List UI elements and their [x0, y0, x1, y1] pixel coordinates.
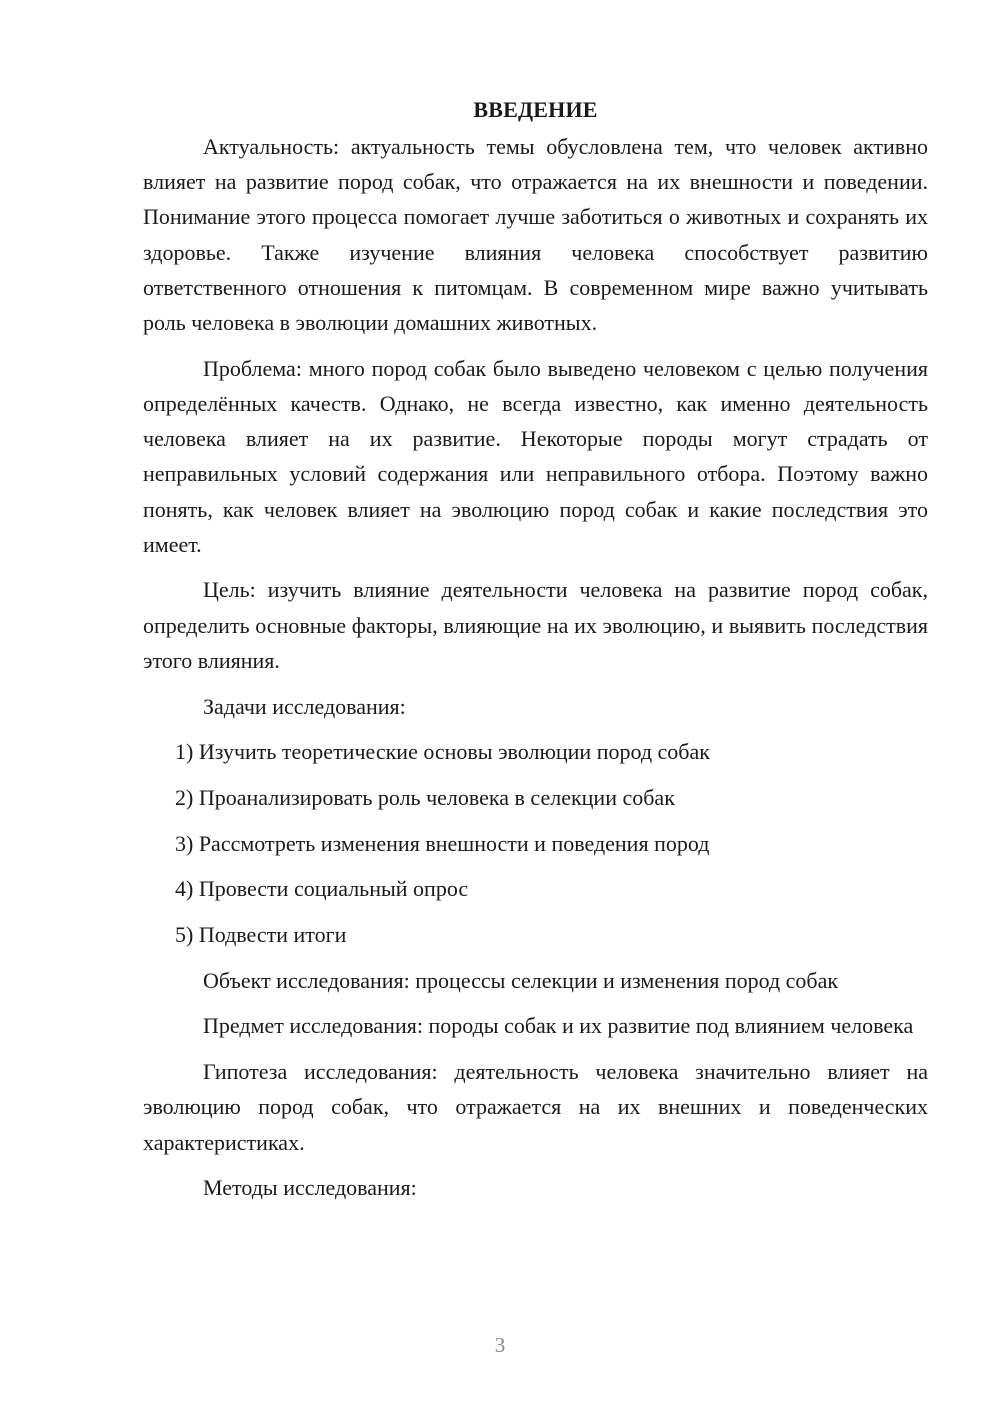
document-page — [143, 92, 928, 1216]
list-item: 1) Изучить теоретические основы эволюции пород собак — [175, 739, 710, 765]
research-hypothesis: Гипотеза исследования: деятельность человека значительно влияет на эволюцию пород собак, что отражается на их внешних и поведенческих характеристиках. — [143, 1059, 928, 1155]
page-number: 3 — [494, 1333, 506, 1357]
document-title: ВВЕДЕНИЕ — [473, 97, 598, 122]
research-object: Объект исследования: процессы селекции и изменения пород собак — [203, 967, 839, 993]
list-item: 2) Проанализировать роль человека в селекции собак — [175, 784, 675, 810]
goal-paragraph: Цель: изучить влияние деятельности человека на развитие пород собак, определить основные факторы, влияющие на их эволюцию, и выявить последствия этого влияния. — [143, 577, 928, 673]
list-item: 4) Провести социальный опрос — [175, 876, 469, 902]
list-item: 3) Рассмотреть изменения внешности и поведения пород — [175, 830, 710, 856]
methods-heading: Методы исследования: — [203, 1175, 417, 1201]
tasks-list — [143, 734, 928, 952]
list-item: 5) Подвести итоги — [175, 922, 347, 948]
tasks-heading: Задачи исследования: — [203, 693, 406, 719]
problem-paragraph: Проблема: много пород собак было выведено человеком с целью получения определённых качеств. Однако, не всегда известно, как именно деятельность человека влияет на их развитие. Некоторые породы могут страдать от неправильных условий содержания или неправильного отбора. Поэтому важно понять, как человек влияет на эволюцию пород собак и какие последствия это имеет. — [143, 355, 928, 557]
relevance-paragraph: Актуальность: актуальность темы обусловлена тем, что человек активно влияет на развитие пород собак, что отражается на их внешности и поведении. Понимание этого процесса помогает лучше заботиться о животных и сохранять их здоровье. Также изучение влияния человека способствует развитию ответственного отношения к питомцам. В современном мире важно учитывать роль человека в эволюции домашних животных. — [143, 134, 928, 336]
research-subject: Предмет исследования: породы собак и их развитие под влиянием человека — [203, 1013, 914, 1039]
